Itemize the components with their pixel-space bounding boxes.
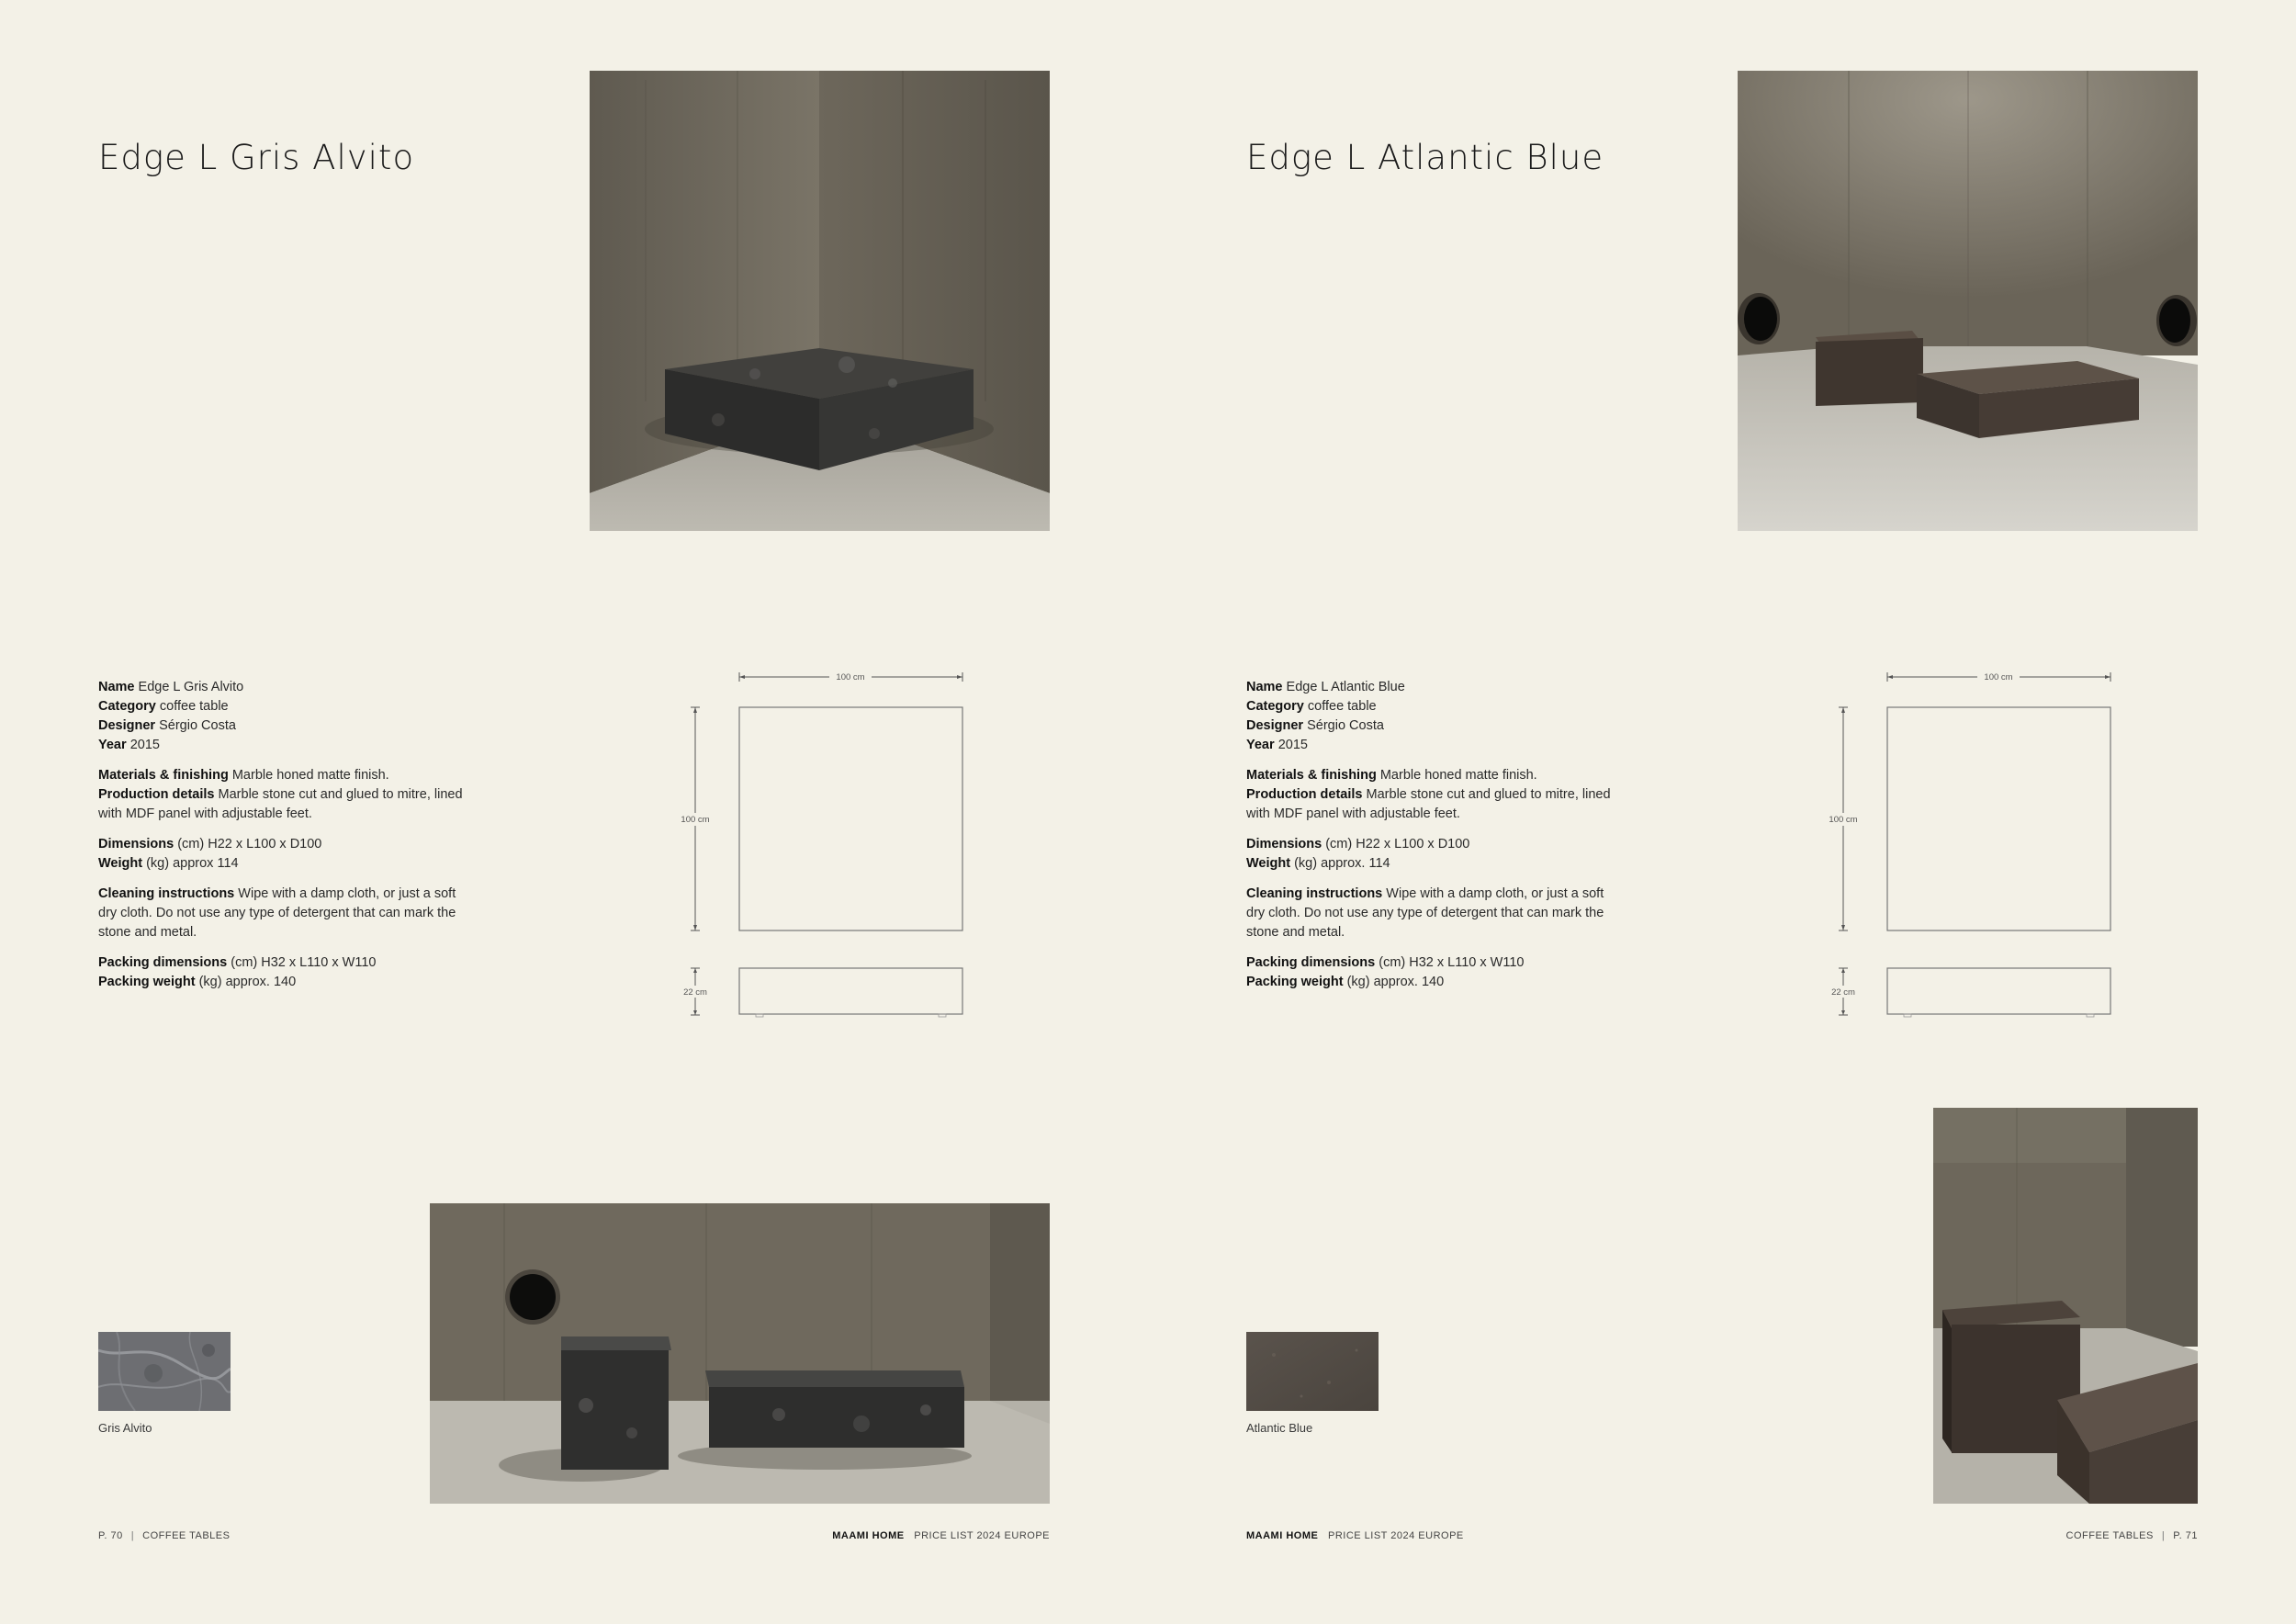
height-label: 22 cm bbox=[1831, 987, 1855, 998]
product-title: Edge L Gris Alvito bbox=[98, 138, 415, 177]
designer-value: Sérgio Costa bbox=[159, 718, 236, 733]
production-value: Marble stone cut and glued to mitre, lined with MDF panel with adjustable feet. bbox=[1246, 787, 1611, 821]
plan-view bbox=[1887, 707, 2110, 930]
name-value: Edge L Gris Alvito bbox=[138, 680, 244, 694]
product-title: Edge L Atlantic Blue bbox=[1246, 138, 1604, 177]
cleaning-value: Wipe with a damp cloth, or just a soft dry cloth. Do not use any type of detergent that can mark the stone and metal. bbox=[98, 886, 456, 940]
page-footer-right: COFFEE TABLES | P. 71 bbox=[2065, 1530, 2198, 1541]
page-footer-right bbox=[832, 1530, 1050, 1541]
name-value: Edge L Atlantic Blue bbox=[1286, 680, 1405, 694]
material-swatch bbox=[98, 1332, 231, 1411]
materials-value: Marble honed matte finish. bbox=[1379, 768, 1537, 783]
dimensions-label: Dimensions bbox=[1246, 837, 1322, 851]
materials-label: Materials & finishing bbox=[98, 768, 229, 783]
section-name: COFFEE TABLES bbox=[142, 1530, 231, 1541]
cleaning-value: Wipe with a damp cloth, or just a soft dry cloth. Do not use any type of detergent that can mark the stone and metal. bbox=[1246, 886, 1604, 940]
cleaning-label: Cleaning instructions bbox=[1246, 886, 1383, 901]
packing-dimensions-label: Packing dimensions bbox=[98, 955, 228, 970]
category-value: coffee table bbox=[159, 699, 229, 714]
material-swatch bbox=[1246, 1332, 1379, 1411]
weight-value: (kg) approx. 114 bbox=[1294, 856, 1390, 871]
production-value: Marble stone cut and glued to mitre, lined with MDF panel with adjustable feet. bbox=[98, 787, 463, 821]
dimensions-label: Dimensions bbox=[98, 837, 174, 851]
year-value: 2015 bbox=[1277, 738, 1308, 752]
packing-weight-label: Packing weight bbox=[98, 975, 196, 989]
elevation-view bbox=[1887, 968, 2110, 1014]
name-label: Name bbox=[1246, 680, 1283, 694]
swatch-label: Gris Alvito bbox=[98, 1421, 152, 1435]
packing-weight-label: Packing weight bbox=[1246, 975, 1344, 989]
hero-photo bbox=[590, 71, 1050, 531]
elevation-view bbox=[739, 968, 962, 1014]
production-label: Production details bbox=[1246, 787, 1363, 802]
materials-value: Marble honed matte finish. bbox=[231, 768, 389, 783]
year-value: 2015 bbox=[129, 738, 160, 752]
depth-label: 100 cm bbox=[1829, 815, 1858, 825]
designer-label: Designer bbox=[98, 718, 156, 733]
technical-drawing bbox=[675, 669, 978, 1018]
packing-weight-value: (kg) approx. 140 bbox=[1346, 975, 1445, 989]
lifestyle-photo bbox=[1933, 1108, 2198, 1504]
hero-photo bbox=[1738, 71, 2198, 531]
materials-label: Materials & finishing bbox=[1246, 768, 1377, 783]
category-label: Category bbox=[98, 699, 156, 714]
lifestyle-photo bbox=[430, 1203, 1050, 1504]
page-number: P. 71 bbox=[2173, 1530, 2198, 1541]
designer-label: Designer bbox=[1246, 718, 1304, 733]
category-value: coffee table bbox=[1307, 699, 1377, 714]
plan-view bbox=[739, 707, 962, 930]
section-name: COFFEE TABLES bbox=[2065, 1530, 2154, 1541]
swatch-label: Atlantic Blue bbox=[1246, 1421, 1313, 1435]
edition-name: PRICE LIST 2024 EUROPE bbox=[914, 1530, 1050, 1541]
height-label: 22 cm bbox=[683, 987, 707, 998]
production-label: Production details bbox=[98, 787, 215, 802]
page-number: P. 70 bbox=[98, 1530, 123, 1541]
weight-label: Weight bbox=[1246, 856, 1291, 871]
packing-dimensions-value: (cm) H32 x L110 x W110 bbox=[231, 955, 377, 970]
width-label: 100 cm bbox=[1984, 672, 2013, 682]
product-specs bbox=[98, 678, 466, 1003]
page-footer-left: P. 70 | COFFEE TABLES bbox=[98, 1530, 231, 1541]
page-71 bbox=[1148, 0, 2296, 1624]
year-label: Year bbox=[1246, 738, 1275, 752]
year-label: Year bbox=[98, 738, 127, 752]
dimensions-value: (cm) H22 x L100 x D100 bbox=[1325, 837, 1470, 851]
page-footer-left bbox=[1246, 1530, 1464, 1541]
packing-dimensions-label: Packing dimensions bbox=[1246, 955, 1376, 970]
cleaning-label: Cleaning instructions bbox=[98, 886, 235, 901]
name-label: Name bbox=[98, 680, 135, 694]
weight-label: Weight bbox=[98, 856, 143, 871]
width-label: 100 cm bbox=[836, 672, 865, 682]
weight-value: (kg) approx 114 bbox=[146, 856, 239, 871]
brand-name: MAAMI HOME bbox=[1246, 1530, 1319, 1541]
designer-value: Sérgio Costa bbox=[1307, 718, 1384, 733]
packing-weight-value: (kg) approx. 140 bbox=[198, 975, 297, 989]
category-label: Category bbox=[1246, 699, 1304, 714]
product-specs bbox=[1246, 678, 1614, 1003]
technical-drawing bbox=[1823, 669, 2126, 1018]
edition-name: PRICE LIST 2024 EUROPE bbox=[1328, 1530, 1464, 1541]
brand-name: MAAMI HOME bbox=[832, 1530, 905, 1541]
depth-label: 100 cm bbox=[681, 815, 710, 825]
dimensions-value: (cm) H22 x L100 x D100 bbox=[177, 837, 322, 851]
packing-dimensions-value: (cm) H32 x L110 x W110 bbox=[1379, 955, 1525, 970]
